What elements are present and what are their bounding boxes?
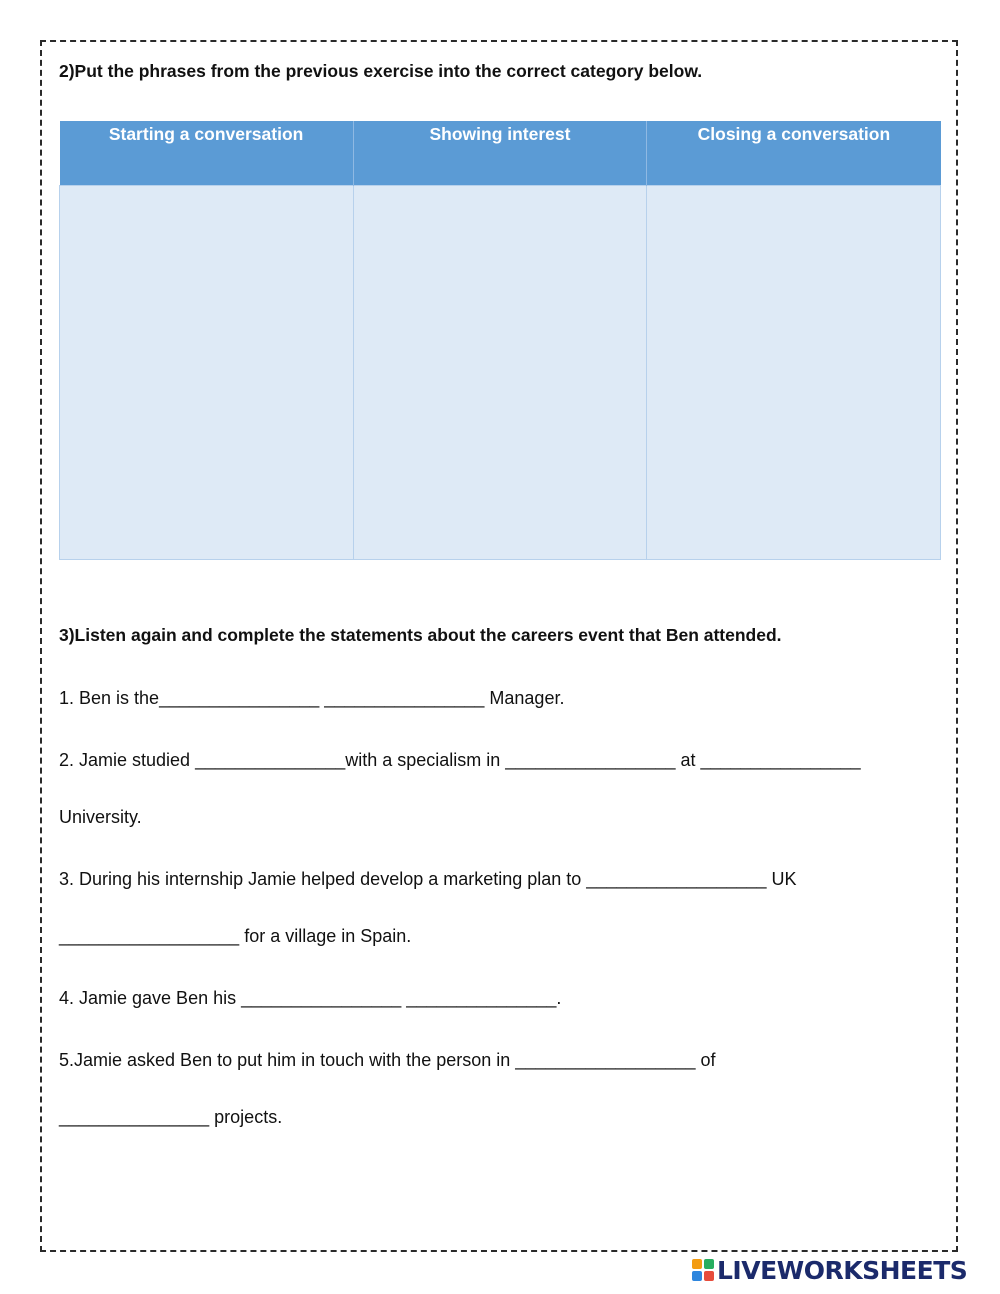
exercise-3-heading: 3)Listen again and complete the statements about the careers event that Ben attended. (59, 625, 782, 645)
answer-cell-closing[interactable] (647, 185, 941, 560)
answer-cell-interest[interactable] (353, 185, 647, 560)
header-closing-conversation: Closing a conversation (647, 121, 941, 185)
statement-2: 2. Jamie studied _______________with a specialism in _________________ at ________________ (59, 750, 861, 770)
liveworksheets-logo (692, 1256, 967, 1284)
header-showing-interest: Showing interest (353, 121, 647, 185)
statement-5-continued: _______________ projects. (59, 1107, 283, 1127)
statement-2-continued: University. (59, 807, 142, 827)
header-starting-conversation: Starting a conversation (60, 121, 354, 185)
statement-1: 1. Ben is the________________ ________________ Manager. (59, 688, 565, 708)
statement-3: 3. During his internship Jamie helped develop a marketing plan to __________________ UK (59, 869, 797, 889)
statement-4: 4. Jamie gave Ben his ________________ _______________. (59, 988, 562, 1008)
category-table (59, 121, 941, 560)
logo-text: LIVEWORKSHEETS (717, 1255, 968, 1285)
answer-cell-starting[interactable] (60, 185, 354, 560)
exercise-2-heading: 2)Put the phrases from the previous exercise into the correct category below. (59, 61, 703, 81)
statement-3-continued: __________________ for a village in Spain. (59, 926, 412, 946)
logo-squares-icon (692, 1259, 714, 1281)
statement-5: 5.Jamie asked Ben to put him in touch with the person in __________________ of (59, 1050, 716, 1070)
